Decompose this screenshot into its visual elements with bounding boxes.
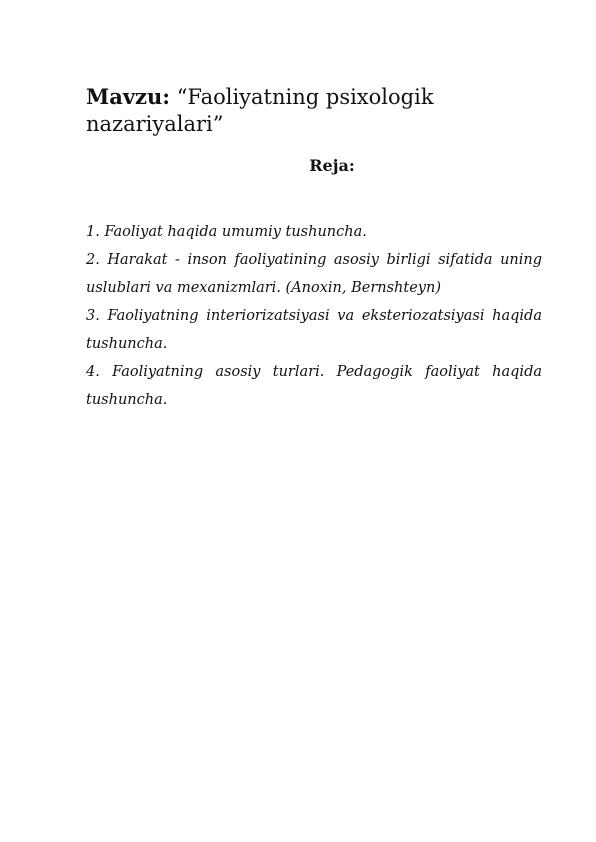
plan-list xyxy=(86,218,542,414)
plan-item-number: 2. xyxy=(86,252,100,268)
plan-item xyxy=(86,358,542,414)
plan-item-text: Harakat - inson faoliyatining asosiy birligi sifatida uning uslublari va mexanizmlari. (Anoxin, Bernshteyn) xyxy=(86,252,543,296)
plan-item-text: Faoliyatning interiorizatsiyasi va eksteriozatsiyasi haqida tushuncha. xyxy=(86,308,542,352)
plan-item-number: 4. xyxy=(86,364,100,380)
page-title xyxy=(86,83,526,138)
plan-item-text: Faoliyatning asosiy turlari. Pedagogik faoliyat haqida tushuncha. xyxy=(86,364,542,408)
plan-heading: Reja: xyxy=(309,156,355,175)
plan-item xyxy=(86,218,542,246)
plan-item-text: Faoliyat haqida umumiy tushuncha. xyxy=(104,224,367,240)
plan-item xyxy=(86,246,542,302)
plan-item xyxy=(86,302,542,358)
plan-item-number: 1. xyxy=(86,224,100,240)
title-label: Mavzu: xyxy=(86,84,170,109)
plan-item-number: 3. xyxy=(86,308,100,324)
title-text: “Faoliyatning psixologik nazariyalari” xyxy=(86,85,434,136)
